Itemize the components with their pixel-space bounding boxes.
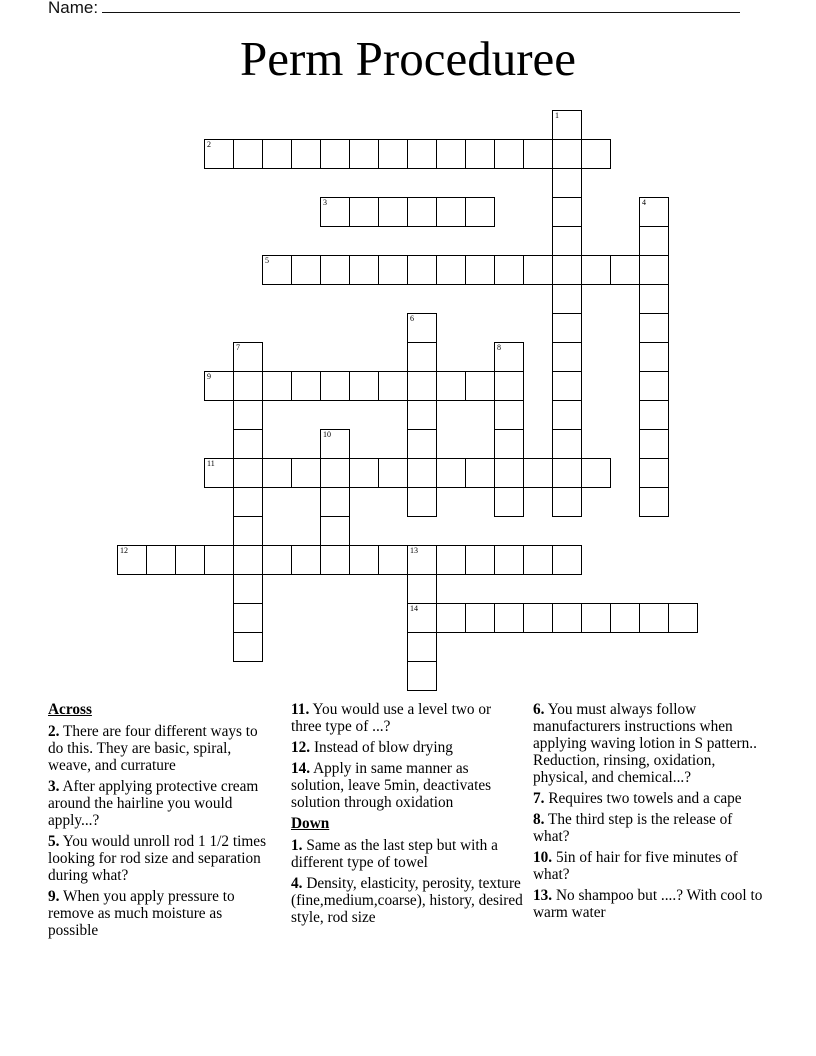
grid-cell[interactable] bbox=[146, 545, 176, 575]
down-heading: Down bbox=[291, 815, 330, 832]
clue-number-label: 6 bbox=[410, 314, 414, 323]
grid-cell[interactable] bbox=[233, 400, 263, 430]
grid-cell[interactable] bbox=[407, 458, 437, 488]
grid-cell[interactable] bbox=[204, 545, 234, 575]
grid-cell[interactable] bbox=[436, 545, 466, 575]
grid-cell[interactable] bbox=[552, 458, 582, 488]
grid-cell[interactable] bbox=[552, 487, 582, 517]
clue-number-label: 2 bbox=[207, 140, 211, 149]
grid-cell[interactable] bbox=[320, 487, 350, 517]
grid-cell[interactable] bbox=[262, 545, 292, 575]
clue-across-9: 9. When you apply pressure to remove as much moisture as possible bbox=[48, 888, 235, 939]
grid-cell[interactable] bbox=[639, 400, 669, 430]
grid-cell[interactable] bbox=[378, 545, 408, 575]
grid-cell[interactable] bbox=[233, 545, 263, 575]
grid-cell[interactable] bbox=[233, 516, 263, 546]
grid-cell[interactable] bbox=[465, 371, 495, 401]
grid-cell[interactable] bbox=[552, 284, 582, 314]
grid-cell[interactable] bbox=[407, 342, 437, 372]
clue-number-label: 3 bbox=[323, 198, 327, 207]
grid-cell[interactable] bbox=[552, 603, 582, 633]
grid-cell[interactable] bbox=[494, 371, 524, 401]
grid-cell[interactable] bbox=[436, 255, 466, 285]
grid-cell[interactable] bbox=[610, 603, 640, 633]
grid-cell[interactable] bbox=[320, 371, 350, 401]
grid-cell[interactable] bbox=[610, 255, 640, 285]
grid-cell[interactable] bbox=[262, 139, 292, 169]
grid-cell[interactable] bbox=[233, 139, 263, 169]
grid-cell[interactable] bbox=[523, 458, 553, 488]
across-heading: Across bbox=[48, 701, 92, 718]
clue-across-2: 2. There are four different ways to do this. They are basic, spiral, weave, and currature bbox=[48, 723, 258, 774]
grid-cell[interactable] bbox=[494, 342, 524, 372]
grid-cell[interactable] bbox=[465, 255, 495, 285]
grid-cell[interactable] bbox=[494, 545, 524, 575]
clue-across-14: 14. Apply in same manner as solution, leave 5min, deactivates solution through oxidation bbox=[291, 760, 492, 811]
clue-number-label: 4 bbox=[642, 198, 646, 207]
grid-cell[interactable] bbox=[494, 400, 524, 430]
grid-cell[interactable] bbox=[436, 371, 466, 401]
clue-down-8: 8. The third step is the release of what? bbox=[533, 811, 733, 845]
grid-cell[interactable] bbox=[320, 255, 350, 285]
grid-cell[interactable] bbox=[494, 603, 524, 633]
grid-cell[interactable] bbox=[378, 255, 408, 285]
grid-cell[interactable] bbox=[523, 255, 553, 285]
grid-cell[interactable] bbox=[639, 284, 669, 314]
grid-cell[interactable] bbox=[407, 487, 437, 517]
grid-cell[interactable] bbox=[320, 545, 350, 575]
grid-cell[interactable] bbox=[407, 197, 437, 227]
grid-cell[interactable] bbox=[494, 139, 524, 169]
grid-cell[interactable] bbox=[117, 545, 147, 575]
grid-cell[interactable] bbox=[407, 574, 437, 604]
grid-cell[interactable] bbox=[233, 342, 263, 372]
grid-cell[interactable] bbox=[262, 255, 292, 285]
clue-number-label: 14 bbox=[410, 604, 418, 613]
grid-cell[interactable] bbox=[320, 429, 350, 459]
grid-cell[interactable] bbox=[291, 255, 321, 285]
grid-cell[interactable] bbox=[436, 458, 466, 488]
grid-cell[interactable] bbox=[233, 574, 263, 604]
grid-cell[interactable] bbox=[349, 545, 379, 575]
clue-across-11: 11. You would use a level two or three type of ...? bbox=[291, 701, 492, 735]
grid-cell[interactable] bbox=[204, 139, 234, 169]
grid-cell[interactable] bbox=[639, 313, 669, 343]
clue-down-13: 13. No shampoo but ....? With cool to warm water bbox=[533, 887, 763, 921]
grid-cell[interactable] bbox=[639, 197, 669, 227]
clue-across-5: 5. You would unroll rod 1 1/2 times looking for rod size and separation during what? bbox=[48, 833, 267, 884]
grid-cell[interactable] bbox=[378, 139, 408, 169]
grid-cell[interactable] bbox=[349, 139, 379, 169]
clue-number-label: 1 bbox=[555, 111, 559, 120]
grid-cell[interactable] bbox=[378, 371, 408, 401]
clues-column-1 bbox=[48, 701, 274, 943]
grid-cell[interactable] bbox=[494, 255, 524, 285]
grid-cell[interactable] bbox=[552, 545, 582, 575]
clues-column-2 bbox=[291, 701, 523, 930]
grid-cell[interactable] bbox=[465, 458, 495, 488]
grid-cell[interactable] bbox=[320, 516, 350, 546]
grid-cell[interactable] bbox=[233, 603, 263, 633]
grid-cell[interactable] bbox=[349, 458, 379, 488]
clue-across-12: 12. Instead of blow drying bbox=[291, 739, 453, 756]
grid-cell[interactable] bbox=[465, 139, 495, 169]
grid-cell[interactable] bbox=[494, 487, 524, 517]
clue-number-label: 5 bbox=[265, 256, 269, 265]
grid-cell[interactable] bbox=[407, 313, 437, 343]
grid-cell[interactable] bbox=[175, 545, 205, 575]
clue-down-4: 4. Density, elasticity, perosity, texture (fine,medium,coarse), history, desired style, rod size bbox=[291, 875, 523, 926]
grid-cell[interactable] bbox=[639, 342, 669, 372]
grid-cell[interactable] bbox=[581, 603, 611, 633]
grid-cell[interactable] bbox=[552, 429, 582, 459]
clue-number-label: 7 bbox=[236, 343, 240, 352]
grid-cell[interactable] bbox=[436, 603, 466, 633]
grid-cell[interactable] bbox=[291, 545, 321, 575]
grid-cell[interactable] bbox=[465, 197, 495, 227]
grid-cell[interactable] bbox=[639, 487, 669, 517]
grid-cell[interactable] bbox=[407, 255, 437, 285]
grid-cell[interactable] bbox=[552, 139, 582, 169]
clue-down-6: 6. You must always follow manufacturers instructions when applying waving lotion in S pattern.. Reduction, rinsing, oxidation, physical, and chemical...? bbox=[533, 701, 757, 786]
grid-cell[interactable] bbox=[407, 139, 437, 169]
clue-number-label: 13 bbox=[410, 546, 418, 555]
grid-cell[interactable] bbox=[349, 371, 379, 401]
grid-cell[interactable] bbox=[233, 458, 263, 488]
grid-cell[interactable] bbox=[407, 632, 437, 662]
grid-cell[interactable] bbox=[494, 458, 524, 488]
grid-cell[interactable] bbox=[407, 661, 437, 691]
grid-cell[interactable] bbox=[233, 487, 263, 517]
grid-cell[interactable] bbox=[523, 603, 553, 633]
grid-cell[interactable] bbox=[436, 197, 466, 227]
clue-down-1: 1. Same as the last step but with a different type of towel bbox=[291, 837, 498, 871]
grid-cell[interactable] bbox=[581, 255, 611, 285]
clue-down-10: 10. 5in of hair for five minutes of what? bbox=[533, 849, 738, 883]
grid-cell[interactable] bbox=[552, 110, 582, 140]
grid-cell[interactable] bbox=[552, 197, 582, 227]
grid-cell[interactable] bbox=[639, 603, 669, 633]
grid-cell[interactable] bbox=[465, 603, 495, 633]
grid-cell[interactable] bbox=[552, 342, 582, 372]
grid-cell[interactable] bbox=[552, 400, 582, 430]
grid-cell[interactable] bbox=[465, 545, 495, 575]
grid-cell[interactable] bbox=[639, 371, 669, 401]
clue-number-label: 9 bbox=[207, 372, 211, 381]
grid-cell[interactable] bbox=[552, 168, 582, 198]
clue-across-3: 3. After applying protective cream around the hairline you would apply...? bbox=[48, 778, 259, 829]
grid-cell[interactable] bbox=[668, 603, 698, 633]
grid-cell[interactable] bbox=[378, 458, 408, 488]
grid-cell[interactable] bbox=[291, 371, 321, 401]
grid-cell[interactable] bbox=[639, 255, 669, 285]
grid-cell[interactable] bbox=[349, 255, 379, 285]
grid-cell[interactable] bbox=[639, 458, 669, 488]
grid-cell[interactable] bbox=[320, 197, 350, 227]
clue-number-label: 12 bbox=[120, 546, 128, 555]
grid-cell[interactable] bbox=[407, 429, 437, 459]
grid-cell[interactable] bbox=[262, 458, 292, 488]
grid-cell[interactable] bbox=[436, 139, 466, 169]
grid-cell[interactable] bbox=[378, 197, 408, 227]
clue-down-7: 7. Requires two towels and a cape bbox=[533, 790, 742, 807]
grid-cell[interactable] bbox=[320, 139, 350, 169]
clue-number-label: 10 bbox=[323, 430, 331, 439]
grid-cell[interactable] bbox=[581, 139, 611, 169]
grid-cell[interactable] bbox=[523, 545, 553, 575]
puzzle-title: Perm Proceduree bbox=[239, 31, 577, 86]
name-label: Name: bbox=[48, 0, 99, 17]
grid-cell[interactable] bbox=[262, 371, 292, 401]
grid-cell[interactable] bbox=[204, 458, 234, 488]
grid-cell[interactable] bbox=[639, 429, 669, 459]
grid-cell[interactable] bbox=[291, 458, 321, 488]
grid-cell[interactable] bbox=[552, 313, 582, 343]
grid-cell[interactable] bbox=[494, 429, 524, 459]
clue-number-label: 11 bbox=[207, 459, 215, 468]
grid-cell[interactable] bbox=[639, 226, 669, 256]
clue-number-label: 8 bbox=[497, 343, 501, 352]
grid-cell[interactable] bbox=[233, 429, 263, 459]
grid-cell[interactable] bbox=[552, 371, 582, 401]
grid-cell[interactable] bbox=[407, 371, 437, 401]
clues-column-3 bbox=[533, 701, 765, 925]
grid-cell[interactable] bbox=[349, 197, 379, 227]
grid-cell[interactable] bbox=[233, 371, 263, 401]
grid-cell[interactable] bbox=[233, 632, 263, 662]
grid-cell[interactable] bbox=[581, 458, 611, 488]
grid-cell[interactable] bbox=[552, 226, 582, 256]
grid-cell[interactable] bbox=[204, 371, 234, 401]
grid-cell[interactable] bbox=[407, 545, 437, 575]
grid-cell[interactable] bbox=[407, 603, 437, 633]
grid-cell[interactable] bbox=[552, 255, 582, 285]
grid-cell[interactable] bbox=[407, 400, 437, 430]
grid-cell[interactable] bbox=[291, 139, 321, 169]
grid-cell[interactable] bbox=[320, 458, 350, 488]
grid-cell[interactable] bbox=[523, 139, 553, 169]
